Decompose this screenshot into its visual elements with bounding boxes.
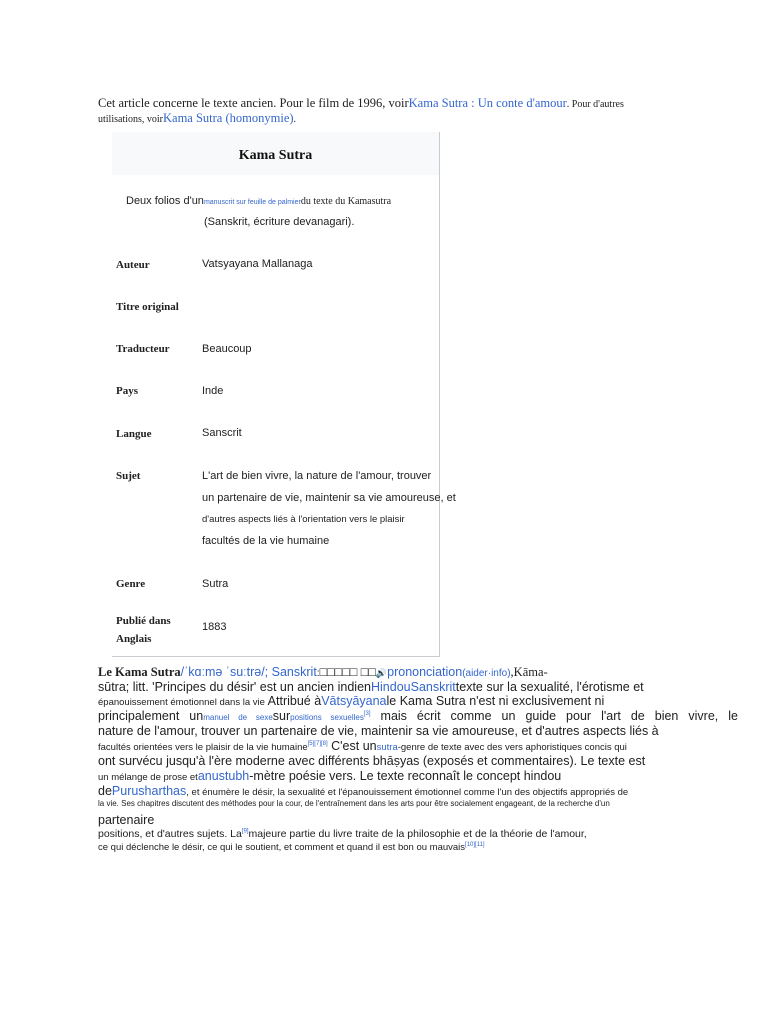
colon: : [316, 668, 320, 679]
caption-text-suffix: du texte du Kamasutra [300, 196, 392, 207]
sujet-label: Sujet [116, 470, 141, 482]
pays-label: Pays [116, 385, 138, 397]
publie-label-line-2: Anglais [116, 633, 152, 645]
text: -genre de texte avec des vers aphoristiques concis qui [397, 742, 627, 753]
text: -mètre poésie vers. Le texte reconnaît le concept hindou [249, 769, 562, 783]
lead-line-3 [98, 694, 604, 708]
hatnote-line-1 [98, 96, 624, 111]
manuel-de-sexe-link[interactable]: manuel de sexe [203, 713, 273, 722]
positions-sexuelles-link[interactable]: positions sexuelles [290, 713, 364, 722]
infobox-title: Kama Sutra [238, 148, 313, 163]
citation[interactable]: [5][7][8] [307, 740, 328, 747]
publie-label: Publié dans [116, 615, 171, 627]
hatnote-text-suffix: . [293, 114, 297, 125]
caption-text: Deux folios d'un [126, 195, 204, 207]
palm-leaf-manuscript-link[interactable]: manuscrit sur feuille de palmier [203, 199, 301, 206]
traducteur-label: Traducteur [116, 343, 170, 355]
text: mais écrit comme un guide pour l'art de bien vivre, le [370, 709, 739, 723]
vatsyayana-link[interactable]: Vātsyāyana [321, 694, 387, 708]
citation[interactable]: [3] [363, 710, 371, 717]
text: principalement un [98, 709, 204, 723]
genre-label: Genre [116, 578, 146, 590]
text: un mélange de prose et [98, 772, 198, 783]
text: texte sur la sexualité, l'érotisme et [455, 680, 644, 694]
titre-original-label: Titre original [116, 301, 179, 313]
infobox-caption-line-2: (Sanskrit, écriture devanagari). [204, 216, 355, 228]
lead-line-5: nature de l'amour, trouver un partenaire de vie, maintenir sa vie amoureuse, et d'autres aspects liés à [98, 724, 659, 738]
infobox [112, 132, 456, 657]
lead-line-2 [98, 680, 644, 694]
anustubh-link[interactable]: anustubh [197, 769, 250, 783]
lead-line-1 [98, 665, 548, 680]
lead-line-7: ont survécu jusqu'à l'ère moderne avec différents bhāṣyas (exposés et commentaires). Le texte est [98, 754, 646, 768]
text: majeure partie du livre traite de la philosophie et de la théorie de l'amour, [248, 828, 587, 840]
citation[interactable]: [9] [241, 828, 249, 835]
film-link[interactable]: Kama Sutra : Un conte d'amour [408, 96, 567, 110]
auteur-link[interactable]: Vatsyayana Mallanaga [202, 258, 313, 270]
citation[interactable]: [10][11] [465, 842, 485, 848]
homonymie-link[interactable]: Kama Sutra (homonymie) [163, 111, 294, 125]
auteur-label: Auteur [116, 259, 150, 271]
lead-line-6 [98, 739, 627, 753]
sutra-link[interactable]: sutra [376, 742, 398, 753]
traducteur-value: Beaucoup [202, 343, 252, 355]
text: , et énumère le désir, la sexualité et l'épanouissement émotionnel comme l'un des objectifs appropriés de [186, 787, 629, 798]
pronunciation-link[interactable]: prononciation [387, 665, 463, 679]
text: positions, et d'autres sujets. La [98, 828, 242, 840]
lead-line-11: partenaire [98, 813, 155, 827]
text: facultés orientées vers le plaisir de la vie humaine [98, 742, 308, 753]
lead-line-10: la vie. Ses chapitres discutent des méthodes pour la cour, de l'entraînement dans les arts pour être socialement engageant, de la recherche d'un [98, 799, 610, 808]
text: sur [272, 709, 291, 723]
pays-link[interactable]: Inde [202, 385, 224, 397]
sujet-value-line: L'art de bien vivre, la nature de l'amour, trouver [202, 470, 432, 482]
lead-line-4 [98, 709, 738, 723]
genre-value: Sutra [202, 578, 229, 590]
aide-info-link[interactable]: (aider·info) [462, 668, 511, 679]
devanagari-text: □□□□□ □□ [319, 665, 376, 679]
text: ce qui déclenche le désir, ce qui le soutient, et comment et quand il est bon ou mauvais [98, 842, 466, 854]
text: de [98, 784, 112, 798]
lead-line-9 [98, 784, 628, 798]
lead-line-8 [98, 769, 561, 783]
text: ,Kāma- [510, 665, 548, 679]
sanskrit-link[interactable]: Sanskrit [410, 680, 456, 694]
hatnote-text: Cet article concerne le texte ancien. Pour le film de 1996, voir [98, 96, 409, 110]
sujet-value-line: d'autres aspects liés à l'orientation vers le plaisir [202, 514, 405, 525]
text: C'est un [327, 739, 377, 753]
langue-link[interactable]: Sanscrit [202, 427, 242, 439]
infobox-caption [126, 195, 391, 207]
langue-label: Langue [116, 428, 152, 440]
lead-line-12 [98, 828, 587, 840]
text: épanouissement émotionnel dans la vie [98, 697, 265, 708]
text: sūtra; litt. 'Principes du désir' est un ancien indien [98, 680, 371, 694]
ipa-link[interactable]: /ˈkɑːmə ˈsuːtrə/; Sanskrit [180, 665, 317, 679]
infobox-header [112, 132, 439, 175]
hatnote-text: utilisations, voir [98, 114, 163, 125]
purusharthas-link[interactable]: Purusharthas [111, 784, 187, 798]
lead-line-13 [98, 842, 485, 853]
sujet-value-line: un partenaire de vie, maintenir sa vie amoureuse, et [202, 492, 456, 504]
text: le Kama Sutra n'est ni exclusivement ni [386, 694, 605, 708]
hatnote-line-2 [98, 111, 296, 126]
sujet-value-line: facultés de la vie humaine [202, 535, 330, 547]
hindou-link[interactable]: Hindou [370, 680, 411, 694]
publie-value: 1883 [202, 621, 227, 633]
article-title-bold: Le Kama Sutra [98, 665, 181, 679]
speaker-icon[interactable]: 🔊 [375, 668, 388, 678]
hatnote-text-suffix: . Pour d'autres [566, 99, 624, 110]
text: Attribué à [264, 694, 322, 708]
